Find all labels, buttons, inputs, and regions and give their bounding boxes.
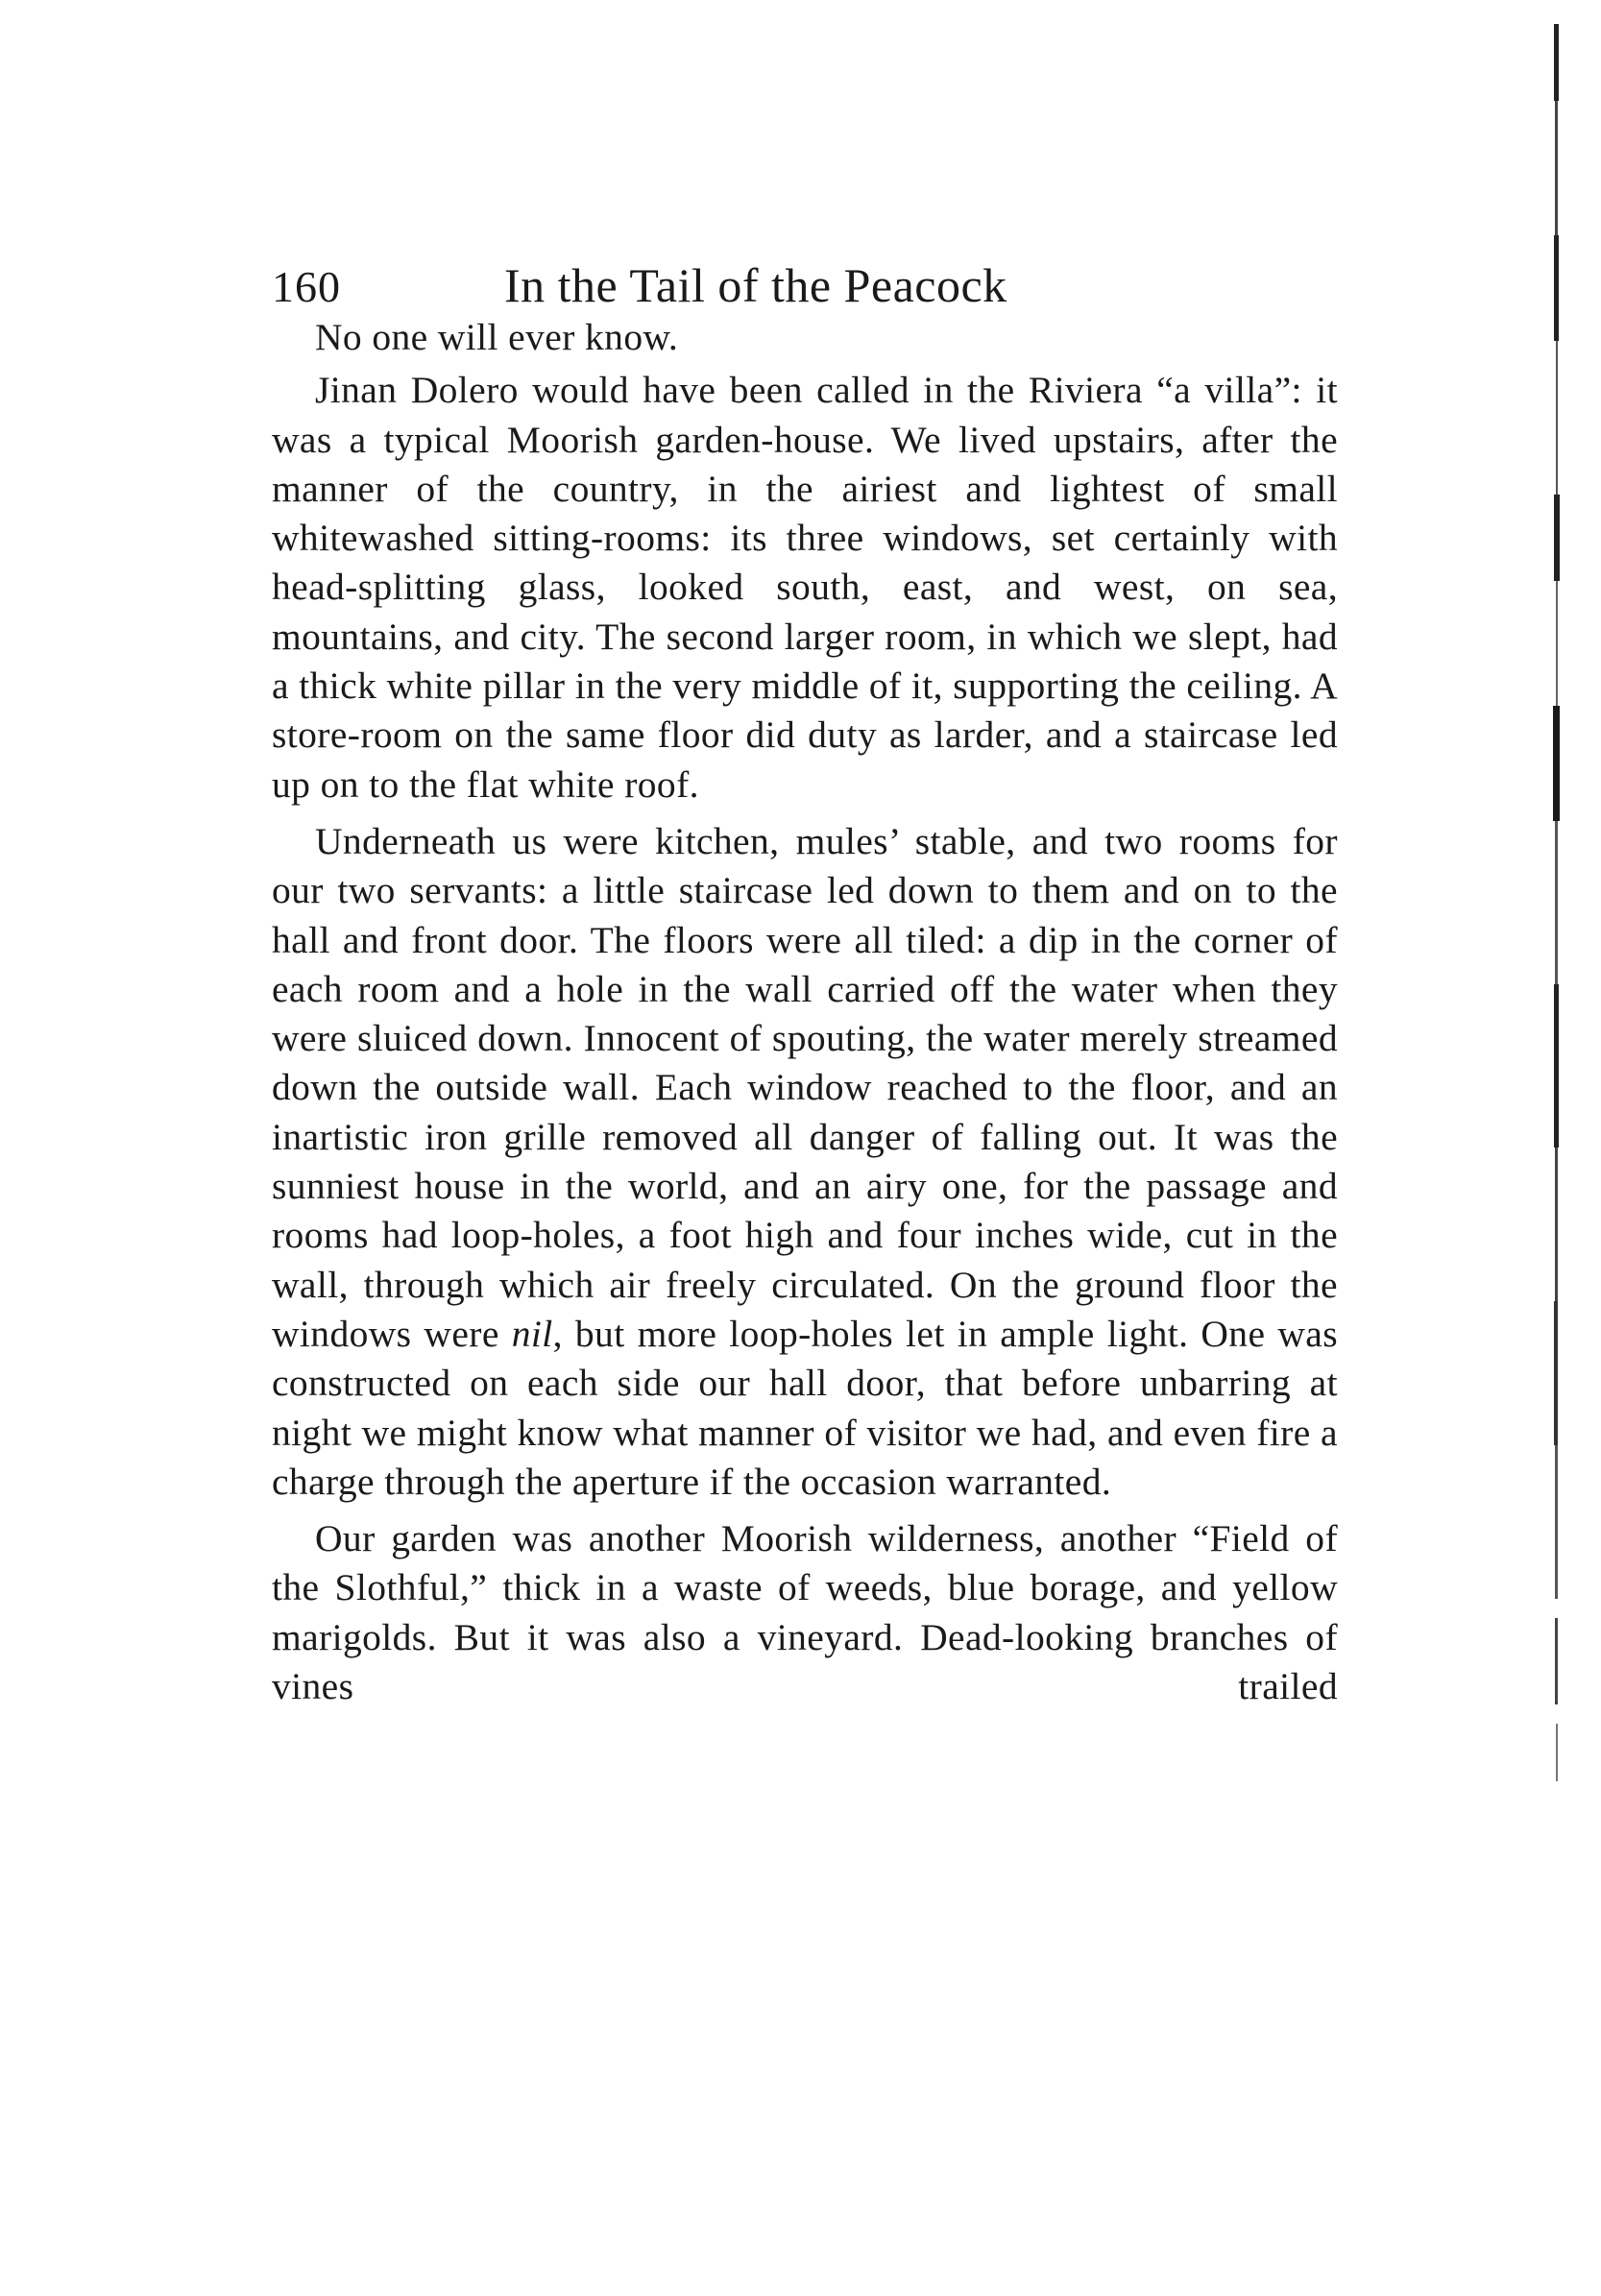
paragraph-3-italic-word: nil: [511, 1312, 553, 1355]
paragraph-1: No one will ever know.: [315, 316, 679, 358]
scan-edge-shadow: [1549, 24, 1563, 1906]
paragraph-3-text-a: Underneath us were kitchen, mules’ stable, and two rooms for our two servants: a little staircase led down to them and on to the hall and front door. The floors were all tiled: a dip in the corner of each room and a hole in the wall carried off the water when they were sluiced down. Innocent of spouting, the water merely streamed down the outside wall. Each window reached to the floor, and an inartistic iron grille removed all danger of falling out. It was the sunniest house in the world, and an airy one, for the passage and rooms had loop-holes, a foot high and four inches wide, cut in the wall, through which air freely circulated. On the ground floor the windows were: [272, 819, 1338, 1355]
paragraph-3: [272, 817, 1338, 1507]
paragraph-3-text-b: , but more loop-holes let in ample light. One was constructed on each side our hall door, that before unbarring at night we might know what manner of visitor we had, and even fire a charge through the aperture if the occasion warranted.: [272, 1312, 1338, 1503]
running-title: In the Tail of the Peacock: [504, 258, 1007, 312]
body-text: [272, 313, 1338, 1711]
paragraph-4: Our garden was another Moorish wilderness, another “Field of the Slothful,” thick in a waste of weeds, blue borage, and yellow marigolds. But it was also a vineyard. Dead-looking branches of vines trailed: [272, 1517, 1338, 1708]
paragraph-2: Jinan Dolero would have been called in the Riviera “a villa”: it was a typical Moorish garden-house. We lived upstairs, after the manner of the country, in the airiest and lightest of small whitewashed sitting-rooms: its three windows, set certainly with head-splitting glass, looked south, east, and west, on sea, mountains, and city. The second larger room, in which we slept, had a thick white pillar in the very middle of it, supporting the ceiling. A store-room on the same floor did duty as larder, and a staircase led up on to the flat white roof.: [272, 369, 1338, 806]
page-number: 160: [272, 262, 341, 311]
